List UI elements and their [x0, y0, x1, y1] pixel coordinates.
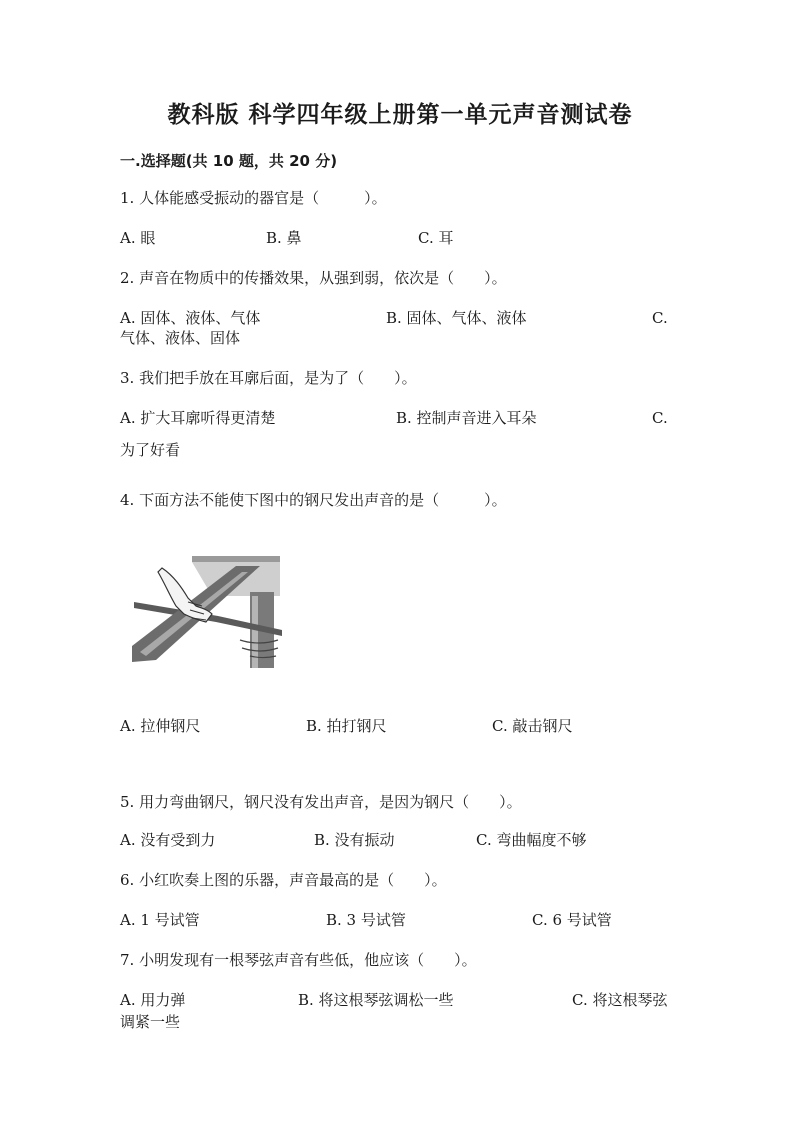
q4-option-b[interactable]: B. 拍打钢尺 [306, 717, 387, 735]
q1-option-b[interactable]: B. 鼻 [266, 229, 302, 247]
q5-option-a[interactable]: A. 没有受到力 [120, 831, 216, 849]
question-2: 2. 声音在物质中的传播效果，从强到弱，依次是（ ）。 [120, 269, 507, 287]
question-1: 1. 人体能感受振动的器官是（ ）。 [120, 189, 387, 207]
page-title: 教科版 科学四年级上册第一单元声音测试卷 [167, 102, 633, 128]
question-7: 7. 小明发现有一根琴弦声音有些低，他应该（ ）。 [120, 951, 477, 969]
q3-option-c-text: 为了好看 [120, 441, 181, 459]
section-heading: 一.选择题(共 10 题，共 20 分) [120, 152, 338, 170]
q2-option-a[interactable]: A. 固体、液体、气体 [120, 309, 261, 327]
q2-option-b[interactable]: B. 固体、气体、液体 [386, 309, 527, 327]
question-4: 4. 下面方法不能使下图中的钢尺发出声音的是（ ）。 [120, 491, 507, 509]
q3-option-b[interactable]: B. 控制声音进入耳朵 [396, 409, 537, 427]
question-5: 5. 用力弯曲钢尺，钢尺没有发出声音，是因为钢尺（ ）。 [120, 793, 522, 811]
q1-option-c[interactable]: C. 耳 [418, 229, 454, 247]
q4-option-c[interactable]: C. 敲击钢尺 [492, 717, 573, 735]
q6-option-b[interactable]: B. 3 号试管 [326, 911, 406, 929]
q7-option-c[interactable]: C. 将这根琴弦 [572, 991, 668, 1009]
q7-option-b[interactable]: B. 将这根琴弦调松一些 [298, 991, 454, 1009]
q3-option-a[interactable]: A. 扩大耳廓听得更清楚 [120, 409, 276, 427]
q6-option-a[interactable]: A. 1 号试管 [120, 911, 200, 929]
q1-option-a[interactable]: A. 眼 [120, 229, 156, 247]
question-6: 6. 小红吹奏上图的乐器，声音最高的是（ ）。 [120, 871, 447, 889]
question-3: 3. 我们把手放在耳廓后面，是为了（ ）。 [120, 369, 417, 387]
q7-option-c-text: 调紧一些 [120, 1013, 181, 1031]
q7-option-a[interactable]: A. 用力弹 [120, 991, 186, 1009]
q6-option-c[interactable]: C. 6 号试管 [532, 911, 612, 929]
q3-option-c[interactable]: C. [652, 409, 668, 427]
ruler-on-table-figure [132, 548, 282, 670]
q4-option-a[interactable]: A. 拉伸钢尺 [120, 717, 201, 735]
q5-option-b[interactable]: B. 没有振动 [314, 831, 395, 849]
q2-option-c[interactable]: C. [652, 309, 668, 327]
table-top-edge [192, 556, 280, 562]
q5-option-c[interactable]: C. 弯曲幅度不够 [476, 831, 587, 849]
q2-option-c-text: 气体、液体、固体 [120, 329, 241, 347]
